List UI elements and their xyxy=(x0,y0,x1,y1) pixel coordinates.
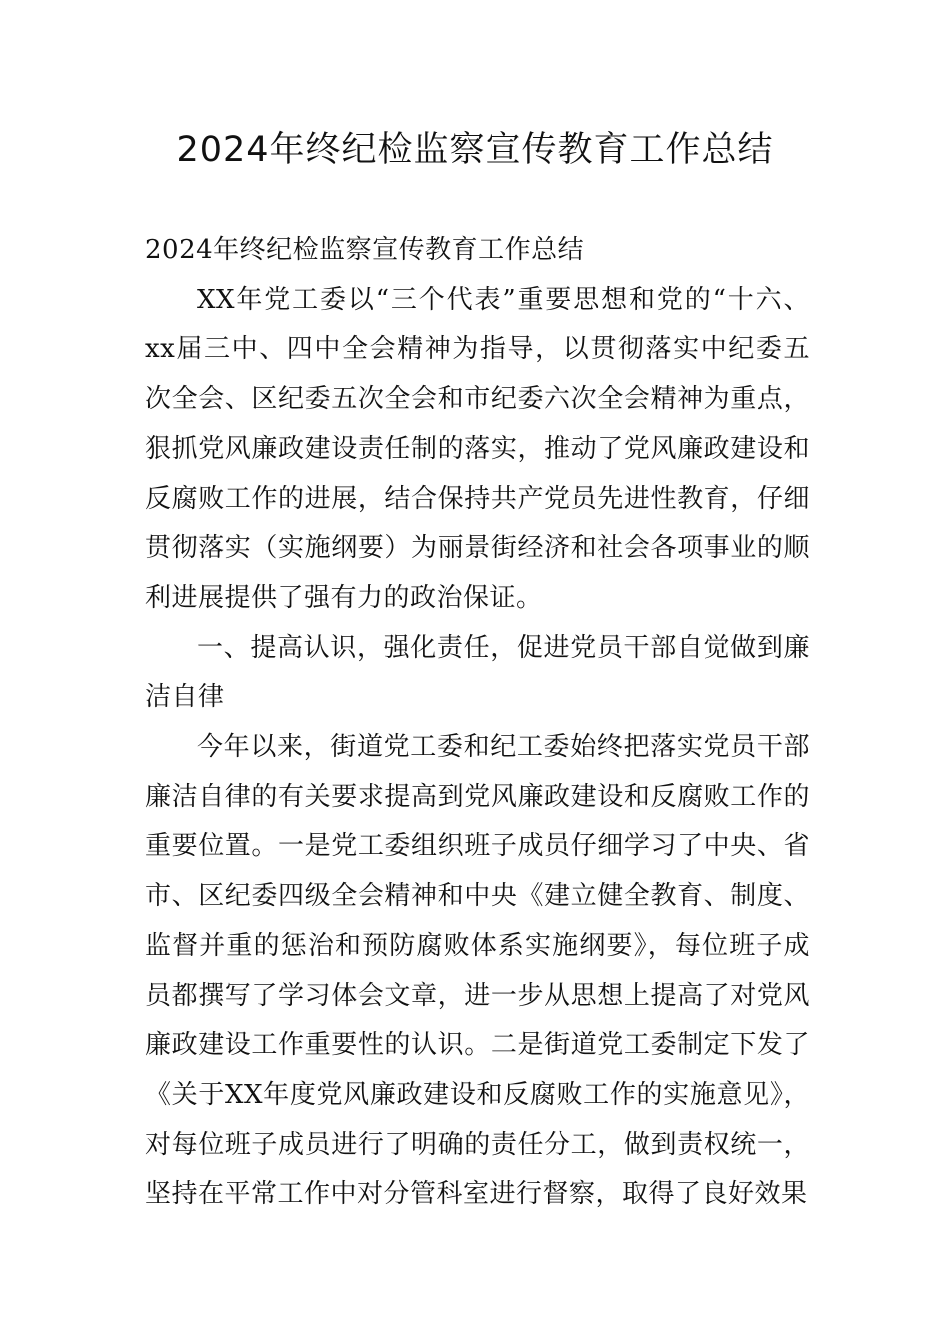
intro-paragraph: XX年党工委以“三个代表”重要思想和党的“十六、xx届三中、四中全会精神为指导，以贯彻落实中纪委五次全会、区纪委五次全会和市纪委六次全会精神为重点，狠抓党风廉政建设责任制的落实，推动了党风廉政建设和反腐败工作的进展，结合保持共产党员先进性教育，仔细贯彻落实（实施纲要）为丽景街经济和社会各项事业的顺利进展提供了强有力的政治保证。 xyxy=(145,284,810,613)
document-title: 2024年终纪检监察宣传教育工作总结 xyxy=(176,130,774,170)
document-subtitle: 2024年终纪检监察宣传教育工作总结 xyxy=(145,235,585,265)
section-1-paragraph: 今年以来，街道党工委和纪工委始终把落实党员干部廉洁自律的有关要求提高到党风廉政建设和反腐败工作的重要位置。一是党工委组织班子成员仔细学习了中央、省市、区纪委四级全会精神和中央《建立健全教育、制度、监督并重的惩治和预防腐败体系实施纲要》，每位班子成员都撰写了学习体会文章，进一步从思想上提高了对党风廉政建设工作重要性的认识。二是街道党工委制定下发了《关于XX年度党风廉政建设和反腐败工作的实施意见》，对每位班子成员进行了明确的责任分工，做到责权统一，坚持在平常工作中对分管科室进行督察，取得了良好效果 xyxy=(145,732,810,1210)
section-heading-1: 一、提高认识，强化责任，促进党员干部自觉做到廉洁自律 xyxy=(145,632,810,713)
document-body xyxy=(145,226,810,1220)
